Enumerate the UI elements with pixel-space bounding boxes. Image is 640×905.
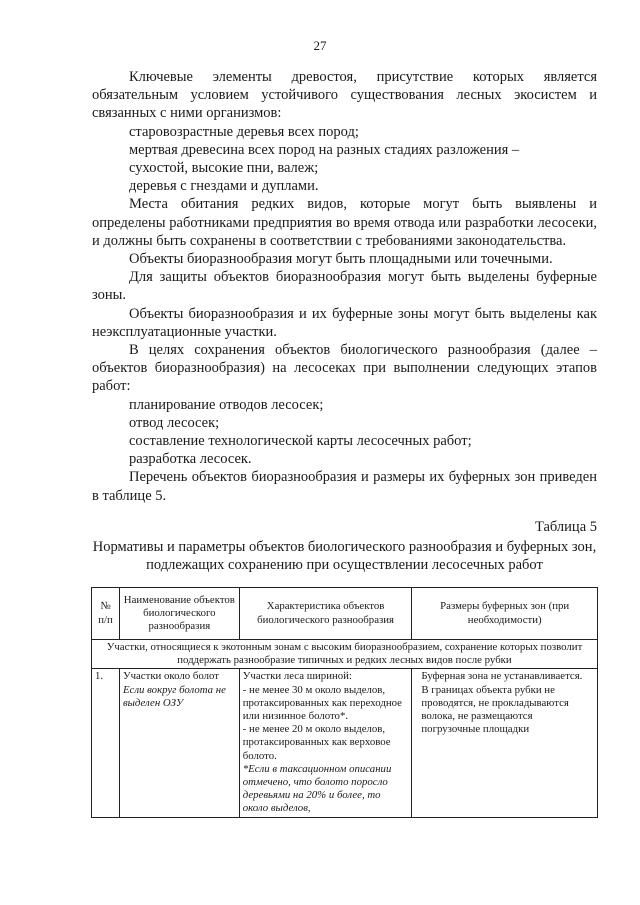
column-header-characteristics: Характеристика объектов биологического разнообразия: [239, 588, 412, 640]
list-item: отвод лесосек;: [129, 414, 220, 431]
table-header-row: [92, 588, 598, 640]
list-item: составление технологической карты лесосечных работ;: [129, 433, 472, 450]
table-title: Нормативы и параметры объектов биологического разнообразия и буферных зон, подлежащих сохранению при осуществлении лесосечных работ: [92, 539, 597, 573]
column-header-num: № п/п: [92, 588, 120, 640]
paragraph-buffer-zones: Для защиты объектов биоразнообразия могут быть выделены буферные зоны.: [92, 269, 597, 304]
column-header-buffer: Размеры буферных зон (при необходимости): [412, 588, 598, 640]
list-item: старовозрастные деревья всех пород;: [129, 123, 359, 140]
row-number: 1.: [92, 669, 120, 817]
row-characteristics-cell: [239, 669, 412, 817]
paragraph-key-elements: Ключевые элементы древостоя, присутствие которых является обязательным условием устойчивого существования лесных экосистем и связанных с ними организмов:: [92, 69, 597, 122]
row-name: Участки около болот: [122, 670, 219, 683]
list-item-text: мертвая древесина всех пород на разных стадиях разложения –: [129, 141, 520, 158]
paragraph-object-types: Объекты биоразнообразия могут быть площадными или точечными.: [129, 251, 553, 268]
biodiversity-table: [91, 587, 598, 818]
list-item: разработка лесосек.: [129, 451, 252, 468]
table-row: [92, 669, 598, 817]
buffer-text: Буферная зона не устанавливается.: [421, 670, 583, 683]
row-buffer-cell: [412, 669, 598, 817]
section-heading: Участки, относящиеся к экотонным зонам с высоким биоразнообразием, сохранение которых позволит поддержать разнообразие типичных и редких лесных видов после рубки: [92, 640, 598, 669]
characteristics-intro: Участки леса шириной:: [242, 670, 352, 683]
paragraph-table-reference: Перечень объектов биоразнообразия и размеры их буферных зон приведен в таблице 5.: [92, 469, 597, 504]
list-item-continuation: сухостой, высокие пни, валеж;: [129, 160, 319, 177]
table-section-row: [92, 640, 598, 669]
list-item: планирование отводов лесосек;: [129, 396, 324, 413]
list-item: [92, 141, 597, 177]
paragraph-non-exploitation: Объекты биоразнообразия и их буферные зоны могут быть выделены как неэксплуатационные участки.: [92, 305, 597, 340]
table-label: Таблица 5: [534, 519, 597, 535]
characteristics-note: *Если в таксационном описании отмечено, что болото поросло деревьями на 20% и более, то около выделов,: [242, 762, 392, 815]
column-header-name: Наименование объектов биологического разнообразия: [119, 588, 239, 640]
buffer-text: В границах объекта рубки не проводятся, не прокладываются волока, не размещаются погрузочные площадки: [421, 683, 569, 736]
characteristics-item: - не менее 20 м около выделов, протаксированных как верховое болото.: [242, 723, 391, 762]
row-name-cell: [119, 669, 239, 817]
body-text: [92, 68, 597, 505]
paragraph-rare-species: Места обитания редких видов, которые могут быть выявлены и определены работниками предприятия во время отвода или разработки лесосеки, и должны быть сохранены в соответствии с требованиями законодательства.: [92, 196, 597, 249]
characteristics-item: - не менее 30 м около выделов, протаксированных как переходное или низинное болото*.: [242, 683, 402, 723]
list-item: деревья с гнездами и дуплами.: [129, 178, 319, 195]
paragraph-preservation: В целях сохранения объектов биологического разнообразия (далее – объектов биоразнообразия) на лесосеках при выполнении следующих этапов работ:: [92, 342, 597, 395]
page-number: 27: [313, 38, 327, 53]
row-name-note: Если вокруг болота не выделен ОЗУ: [122, 683, 226, 709]
